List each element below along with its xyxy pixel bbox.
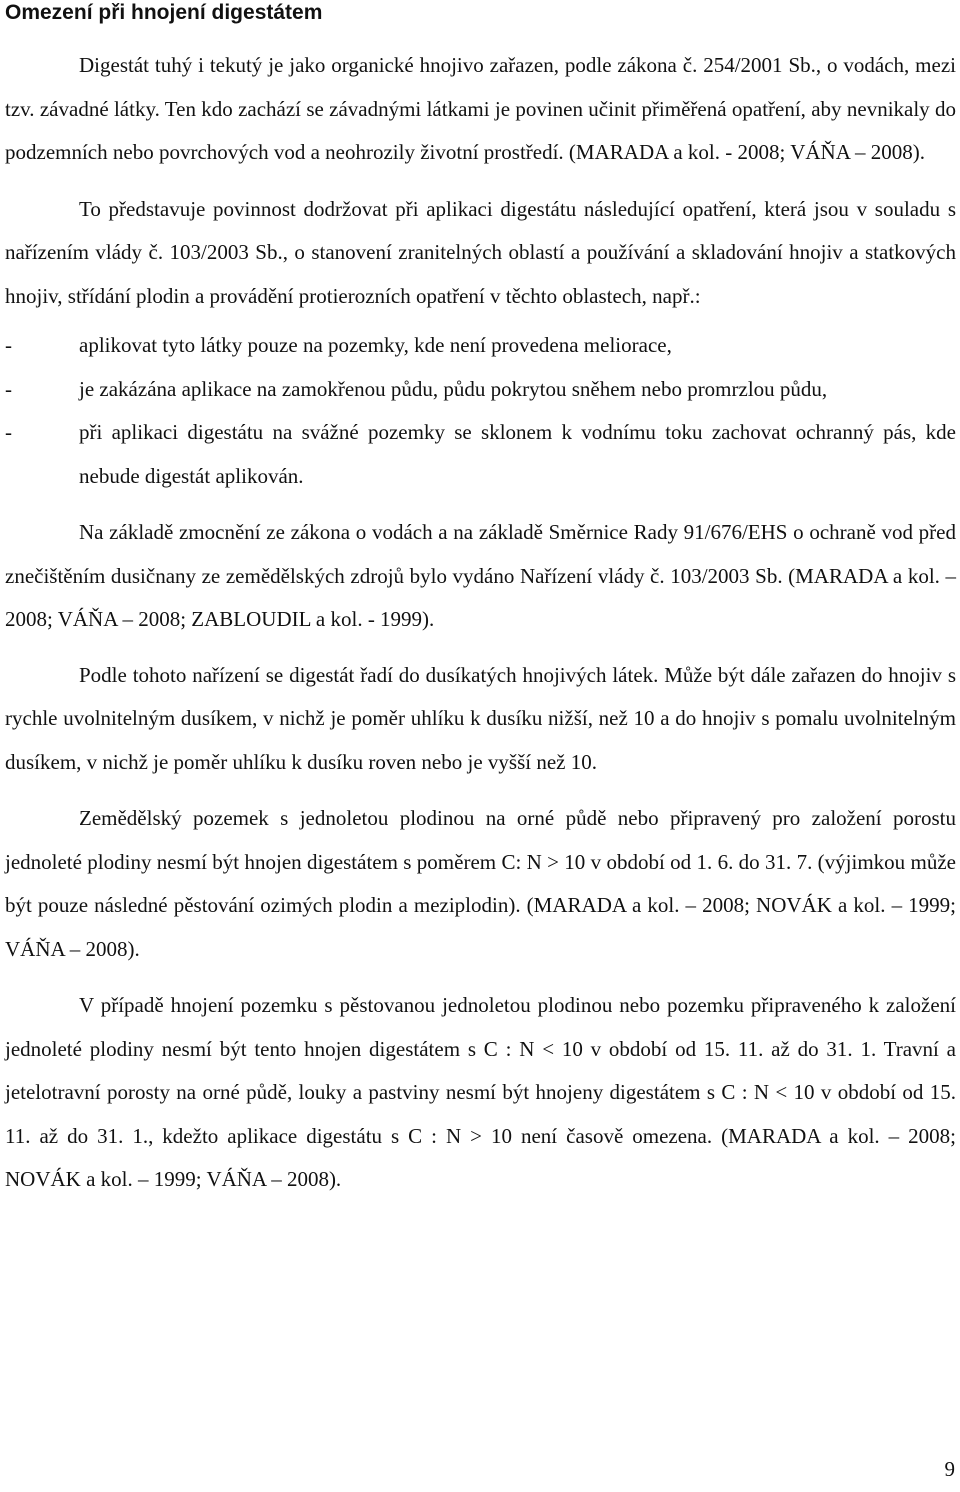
- paragraph-2: To představuje povinnost dodržovat při aplikaci digestátu následující opatření, která jsou v souladu s nařízením vlády č. 103/2003 Sb., o stanovení zranitelných oblastí a používání a skladování hnojiv a statkových hnojiv, střídání plodin a provádění protierozních opatření v těchto oblastech, např.:: [5, 196, 956, 308]
- paragraph-4: Podle tohoto nařízení se digestát řadí do dusíkatých hnojivých látek. Může být dále zařazen do hnojiv s rychle uvolnitelným dusíkem, v nichž je poměr uhlíku k dusíku nižší, než 10 a do hnojiv s pomalu uvolnitelným dusíkem, v nichž je poměr uhlíku k dusíku roven nebo je vyšší než 10.: [5, 662, 956, 774]
- list-item-text: je zakázána aplikace na zamokřenou půdu, půdu pokrytou sněhem nebo promrzlou půdu,: [79, 376, 828, 401]
- measures-list: [5, 324, 956, 498]
- list-bullet: -: [5, 420, 12, 444]
- paragraph-1: Digestát tuhý i tekutý je jako organické hnojivo zařazen, podle zákona č. 254/2001 Sb., o vodách, mezi tzv. závadné látky. Ten kdo zachází se závadnými látkami je povinen učinit přiměřená opatření, aby nevnikaly do podzemních nebo povrchových vod a neohrozily životní prostředí. (MARADA a kol. - 2008; VÁŇA – 2008).: [5, 53, 956, 164]
- list-item-text: aplikovat tyto látky pouze na pozemky, kde není provedena meliorace,: [79, 333, 672, 357]
- paragraph-5: Zemědělský pozemek s jednoletou plodinou na orné půdě nebo připravený pro založení porostu jednoleté plodiny nesmí být hnojen digestátem s poměrem C: N > 10 v období od 1. 6. do 31. 7. (výjimkou může být pouze následné pěstování ozimých plodin a meziplodin). (MARADA a kol. – 2008; NOVÁK a kol. – 1999; VÁŇA – 2008).: [5, 806, 956, 961]
- list-bullet: -: [5, 376, 12, 401]
- list-item-text: při aplikaci digestátu na svážné pozemky se sklonem k vodnímu toku zachovat ochranný pás, kde nebude digestát aplikován.: [79, 420, 956, 488]
- list-item: [5, 411, 956, 498]
- list-item: [5, 324, 956, 368]
- paragraph-6: V případě hnojení pozemku s pěstovanou jednoletou plodinou nebo pozemku připraveného k založení jednoleté plodiny nesmí být tento hnojen digestátem s C : N < 10 v období od 15. 11. až do 31. 1. Travní a jetelotravní porosty na orné půdě, louky a pastviny nesmí být hnojeny digestátem s C : N < 10 v období od 15. 11. až do 31. 1., kdežto aplikace digestátu s C : N > 10 není časově omezena. (MARADA a kol. – 2008; NOVÁK a kol. – 1999; VÁŇA – 2008).: [5, 993, 956, 1191]
- page-number: 9: [944, 1457, 955, 1481]
- section-heading: Omezení při hnojení digestátem: [5, 1, 323, 24]
- list-bullet: -: [5, 333, 12, 357]
- list-item: [5, 368, 956, 412]
- paragraph-3: Na základě zmocnění ze zákona o vodách a na základě Směrnice Rady 91/676/EHS o ochraně vod před znečištěním dusičnany ze zemědělských zdrojů bylo vydáno Nařízení vlády č. 103/2003 Sb. (MARADA a kol. – 2008; VÁŇA – 2008; ZABLOUDIL a kol. - 1999).: [5, 520, 956, 631]
- document-page: [5, 0, 956, 1202]
